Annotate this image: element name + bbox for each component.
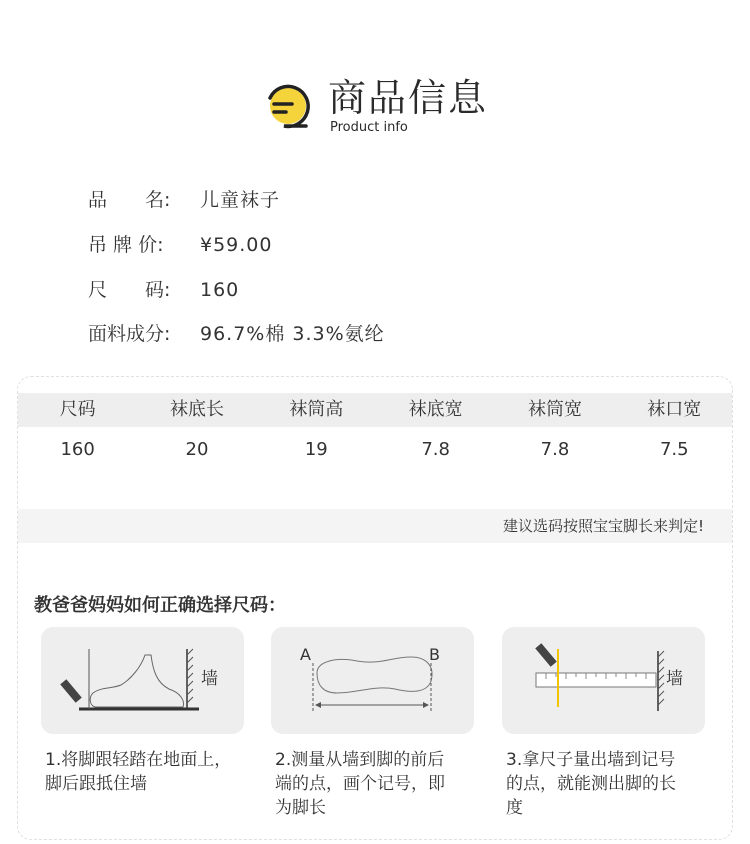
menu-lines-icon <box>262 84 310 132</box>
table-cell: 19 <box>304 439 328 460</box>
step-description <box>271 748 474 820</box>
step-text-line: 2.测量从墙到脚的前后 <box>275 750 445 770</box>
info-row-price <box>88 233 272 257</box>
step-description <box>502 748 705 820</box>
info-row-size <box>88 278 239 302</box>
table-row <box>18 433 733 467</box>
step-text-line: 脚后跟抵住墙 <box>45 774 147 794</box>
info-label: 品 名: <box>88 189 171 211</box>
info-value: 96.7%棉 3.3%氨纶 <box>200 323 385 345</box>
guide-step-1 <box>41 627 244 796</box>
wall-label: 墙 <box>666 669 683 689</box>
step-text-line: 1.将脚跟轻踏在地面上， <box>45 750 232 770</box>
table-cell: 7.8 <box>421 439 450 460</box>
table-header-cell: 袜口宽 <box>647 399 702 420</box>
info-value: 儿童袜子 <box>200 189 281 211</box>
table-header-cell: 袜筒高 <box>289 399 344 420</box>
section-header <box>262 76 522 138</box>
table-header-cell: 袜底长 <box>169 399 224 420</box>
guide-step-3 <box>502 627 705 820</box>
guide-title: 教爸爸妈妈如何正确选择尺码： <box>34 595 286 616</box>
info-value: 160 <box>200 279 240 301</box>
step-text-line: 为脚长 <box>275 798 326 818</box>
step-text-line: 端的点，画个记号，即 <box>275 774 445 794</box>
info-label: 面料成分: <box>88 323 171 345</box>
advice-bar <box>18 509 733 543</box>
info-label: 吊 牌 价: <box>88 234 164 256</box>
step-text-line: 的点，就能测出脚的长 <box>506 774 676 794</box>
table-header-cell: 袜底宽 <box>408 399 463 420</box>
wall-label: 墙 <box>201 669 218 689</box>
size-table-header <box>18 393 733 427</box>
page-title: 商品信息 <box>328 76 489 120</box>
foot-length-illustration <box>271 627 474 734</box>
table-header-cell: 袜筒宽 <box>527 399 582 420</box>
info-row-name <box>88 188 280 212</box>
table-cell: 20 <box>185 439 209 460</box>
page-subtitle: Product info <box>330 120 408 135</box>
ruler-measure-illustration <box>502 627 705 734</box>
guide-step-2 <box>271 627 474 820</box>
info-value: ¥59.00 <box>200 234 273 256</box>
advice-text: 建议选码按照宝宝脚长来判定! <box>502 517 704 535</box>
point-b-label: B <box>429 645 440 664</box>
table-cell: 7.5 <box>659 439 689 460</box>
step-text-line: 3.拿尺子量出墙到记号 <box>506 750 676 770</box>
table-cell: 160 <box>60 439 95 460</box>
info-label: 尺 码: <box>88 279 171 301</box>
step-description <box>41 748 244 796</box>
size-guide-card <box>17 376 733 840</box>
table-cell: 7.8 <box>540 439 570 460</box>
info-row-material <box>88 322 385 346</box>
foot-against-wall-illustration <box>41 627 244 734</box>
point-a-label: A <box>300 645 311 664</box>
step-text-line: 度 <box>506 798 523 818</box>
table-header-cell: 尺码 <box>59 399 96 420</box>
